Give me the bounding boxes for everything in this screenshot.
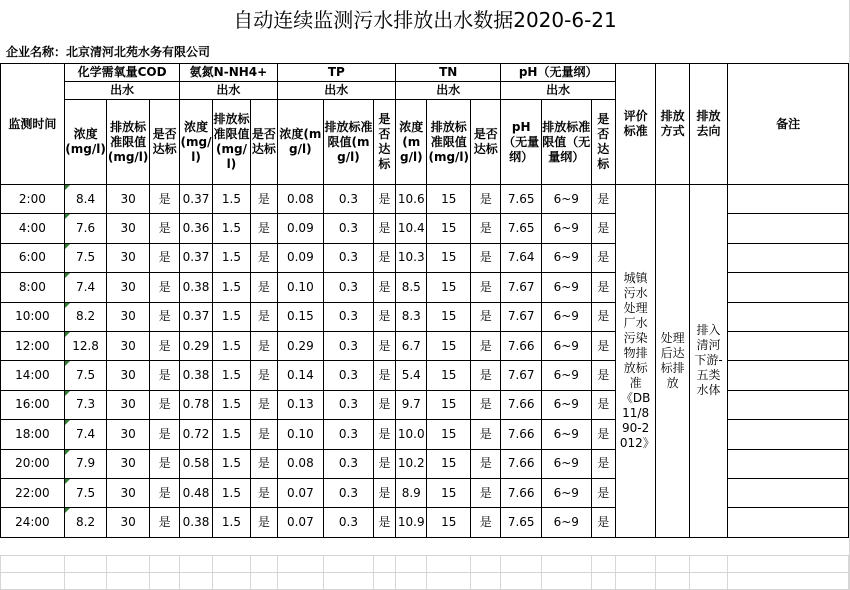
cell-ph-ok[interactable]: 是 xyxy=(591,390,615,419)
empty-cell[interactable] xyxy=(728,556,849,573)
cell-time[interactable]: 2:00 xyxy=(1,185,65,214)
cell-nh-ok[interactable]: 是 xyxy=(251,390,277,419)
empty-cell[interactable] xyxy=(615,573,656,590)
header-tp-conc[interactable]: 浓度(mg/l) xyxy=(277,100,324,185)
header-tn-conc[interactable]: 浓度(mg/l) xyxy=(396,100,427,185)
empty-cell[interactable] xyxy=(251,556,277,573)
cell-tn-ok[interactable]: 是 xyxy=(471,273,501,302)
cell-time[interactable]: 6:00 xyxy=(1,243,65,272)
cell-tp[interactable]: 0.08 xyxy=(277,185,324,214)
cell-nh-ok[interactable]: 是 xyxy=(251,185,277,214)
header-evaluation[interactable]: 评价标准 xyxy=(615,64,656,185)
cell-tp-ok[interactable]: 是 xyxy=(373,390,395,419)
cell-nh-ok[interactable]: 是 xyxy=(251,243,277,272)
cell-tn-lim[interactable]: 15 xyxy=(427,478,471,507)
empty-cell[interactable] xyxy=(64,573,107,590)
cell-tp-ok[interactable]: 是 xyxy=(373,508,395,537)
header-tp[interactable]: TP xyxy=(277,64,396,82)
cell-tn-ok[interactable]: 是 xyxy=(471,185,501,214)
cell-tp[interactable]: 0.09 xyxy=(277,214,324,243)
cell-cod-ok[interactable]: 是 xyxy=(149,331,179,360)
cell-tp-lim[interactable]: 0.3 xyxy=(324,214,374,243)
empty-cell[interactable] xyxy=(471,556,501,573)
cell-ph-lim[interactable]: 6~9 xyxy=(541,243,591,272)
cell-cod-lim[interactable]: 30 xyxy=(107,420,150,449)
empty-cell[interactable] xyxy=(277,556,324,573)
cell-cod-ok[interactable]: 是 xyxy=(149,449,179,478)
cell-remarks[interactable] xyxy=(728,243,849,272)
cell-nh[interactable]: 0.78 xyxy=(180,390,212,419)
cell-tp[interactable]: 0.08 xyxy=(277,449,324,478)
empty-cell[interactable] xyxy=(501,573,542,590)
cell-tp-lim[interactable]: 0.3 xyxy=(324,478,374,507)
header-cod[interactable]: 化学需氧量COD xyxy=(64,64,180,82)
table-row xyxy=(1,185,849,214)
discharge-destination[interactable]: 排入清河下游-五类水体 xyxy=(689,185,727,538)
cell-nh-lim[interactable]: 1.5 xyxy=(212,478,250,507)
cell-remarks[interactable] xyxy=(728,508,849,537)
cell-ph-lim[interactable]: 6~9 xyxy=(541,449,591,478)
cell-tn[interactable]: 8.3 xyxy=(396,302,427,331)
empty-row xyxy=(1,573,849,590)
cell-tn[interactable]: 10.6 xyxy=(396,185,427,214)
cell-tp-lim[interactable]: 0.3 xyxy=(324,243,374,272)
cell-cod[interactable]: 8.2 xyxy=(64,302,107,331)
cell-ph-ok[interactable]: 是 xyxy=(591,420,615,449)
cell-ph-ok[interactable]: 是 xyxy=(591,214,615,243)
cell-tp[interactable]: 0.07 xyxy=(277,478,324,507)
cell-tn[interactable]: 10.0 xyxy=(396,420,427,449)
cell-time[interactable]: 12:00 xyxy=(1,331,65,360)
cell-cod-ok[interactable]: 是 xyxy=(149,302,179,331)
cell-cod-lim[interactable]: 30 xyxy=(107,331,150,360)
empty-cell[interactable] xyxy=(107,573,150,590)
cell-cod-lim[interactable]: 30 xyxy=(107,302,150,331)
cell-cod[interactable]: 7.3 xyxy=(64,390,107,419)
cell-time[interactable]: 8:00 xyxy=(1,273,65,302)
cell-time[interactable]: 18:00 xyxy=(1,420,65,449)
cell-time[interactable]: 4:00 xyxy=(1,214,65,243)
cell-ph-ok[interactable]: 是 xyxy=(591,243,615,272)
cell-cod[interactable]: 7.5 xyxy=(64,361,107,390)
cell-nh-lim[interactable]: 1.5 xyxy=(212,508,250,537)
empty-row xyxy=(1,556,849,573)
cell-tn[interactable]: 8.5 xyxy=(396,273,427,302)
cell-nh[interactable]: 0.72 xyxy=(180,420,212,449)
cell-ph-lim[interactable]: 6~9 xyxy=(541,185,591,214)
cell-tn-lim[interactable]: 15 xyxy=(427,273,471,302)
cell-nh[interactable]: 0.29 xyxy=(180,331,212,360)
empty-cell[interactable] xyxy=(212,556,250,573)
empty-cell[interactable] xyxy=(180,573,212,590)
cell-nh-ok[interactable]: 是 xyxy=(251,478,277,507)
empty-cell[interactable] xyxy=(656,573,689,590)
cell-ph[interactable]: 7.66 xyxy=(501,331,542,360)
cell-ph-lim[interactable]: 6~9 xyxy=(541,508,591,537)
company-name[interactable]: 企业名称：北京清河北苑水务有限公司 xyxy=(6,45,211,59)
cell-tn-ok[interactable]: 是 xyxy=(471,420,501,449)
cell-nh-ok[interactable]: 是 xyxy=(251,361,277,390)
cell-tp-ok[interactable]: 是 xyxy=(373,361,395,390)
header-time[interactable]: 监测时间 xyxy=(1,64,65,185)
cell-nh[interactable]: 0.48 xyxy=(180,478,212,507)
header-outflow-ph[interactable]: 出水 xyxy=(501,82,615,100)
cell-tp-ok[interactable]: 是 xyxy=(373,302,395,331)
cell-tn[interactable]: 5.4 xyxy=(396,361,427,390)
cell-cod-lim[interactable]: 30 xyxy=(107,273,150,302)
header-outflow-tn[interactable]: 出水 xyxy=(396,82,501,100)
cell-time[interactable]: 10:00 xyxy=(1,302,65,331)
cell-ph-lim[interactable]: 6~9 xyxy=(541,214,591,243)
empty-cell[interactable] xyxy=(324,556,374,573)
empty-cell[interactable] xyxy=(373,556,395,573)
cell-ph[interactable]: 7.67 xyxy=(501,273,542,302)
header-cod-conc[interactable]: 浓度(mg/l) xyxy=(64,100,107,185)
cell-tn-ok[interactable]: 是 xyxy=(471,361,501,390)
cell-tn[interactable]: 9.7 xyxy=(396,390,427,419)
cell-tp-lim[interactable]: 0.3 xyxy=(324,390,374,419)
cell-tn-lim[interactable]: 15 xyxy=(427,361,471,390)
header-tn-limit[interactable]: 排放标准限值(mg/l) xyxy=(427,100,471,185)
cell-tp-ok[interactable]: 是 xyxy=(373,185,395,214)
cell-tn-lim[interactable]: 15 xyxy=(427,449,471,478)
empty-cell[interactable] xyxy=(396,573,427,590)
cell-nh[interactable]: 0.37 xyxy=(180,243,212,272)
header-outflow-nh4[interactable]: 出水 xyxy=(180,82,277,100)
cell-tp-lim[interactable]: 0.3 xyxy=(324,273,374,302)
cell-cod-lim[interactable]: 30 xyxy=(107,243,150,272)
cell-remarks[interactable] xyxy=(728,214,849,243)
cell-tp-ok[interactable]: 是 xyxy=(373,449,395,478)
cell-ph[interactable]: 7.67 xyxy=(501,361,542,390)
cell-cod[interactable]: 8.2 xyxy=(64,508,107,537)
cell-cod-lim[interactable]: 30 xyxy=(107,185,150,214)
cell-tn-lim[interactable]: 15 xyxy=(427,214,471,243)
empty-cell[interactable] xyxy=(427,556,471,573)
cell-ph[interactable]: 7.66 xyxy=(501,390,542,419)
empty-cell[interactable] xyxy=(149,556,179,573)
cell-tp-ok[interactable]: 是 xyxy=(373,420,395,449)
header-ph[interactable]: pH（无量纲） xyxy=(501,64,615,82)
empty-cell[interactable] xyxy=(615,556,656,573)
evaluation-standard[interactable]: 城镇污水处理厂水污染物排放标准《DB11/890-2012》 xyxy=(615,185,656,538)
cell-tn-ok[interactable]: 是 xyxy=(471,449,501,478)
cell-tn-ok[interactable]: 是 xyxy=(471,214,501,243)
cell-tp[interactable]: 0.15 xyxy=(277,302,324,331)
cell-tn-ok[interactable]: 是 xyxy=(471,302,501,331)
cell-cod-lim[interactable]: 30 xyxy=(107,508,150,537)
cell-time[interactable]: 14:00 xyxy=(1,361,65,390)
cell-tp[interactable]: 0.14 xyxy=(277,361,324,390)
cell-remarks[interactable] xyxy=(728,185,849,214)
header-cod-ok[interactable]: 是否达标 xyxy=(149,100,179,185)
empty-rows xyxy=(0,555,849,590)
cell-tp-lim[interactable]: 0.3 xyxy=(324,449,374,478)
cell-ph-lim[interactable]: 6~9 xyxy=(541,478,591,507)
cell-tp[interactable]: 0.10 xyxy=(277,420,324,449)
cell-nh[interactable]: 0.58 xyxy=(180,449,212,478)
cell-ph-lim[interactable]: 6~9 xyxy=(541,361,591,390)
header-ph-value[interactable]: pH（无量纲） xyxy=(501,100,542,185)
cell-nh[interactable]: 0.37 xyxy=(180,302,212,331)
empty-cell[interactable] xyxy=(251,573,277,590)
cell-tn-lim[interactable]: 15 xyxy=(427,390,471,419)
cell-tn-lim[interactable]: 15 xyxy=(427,185,471,214)
cell-tn-ok[interactable]: 是 xyxy=(471,508,501,537)
cell-tp[interactable]: 0.29 xyxy=(277,331,324,360)
cell-cod[interactable]: 7.5 xyxy=(64,243,107,272)
cell-nh-lim[interactable]: 1.5 xyxy=(212,331,250,360)
cell-tn-ok[interactable]: 是 xyxy=(471,331,501,360)
cell-remarks[interactable] xyxy=(728,390,849,419)
cell-nh-ok[interactable]: 是 xyxy=(251,420,277,449)
cell-tp-ok[interactable]: 是 xyxy=(373,331,395,360)
header-tp-ok[interactable]: 是否达标 xyxy=(373,100,395,185)
cell-tn[interactable]: 6.7 xyxy=(396,331,427,360)
cell-tp-ok[interactable]: 是 xyxy=(373,214,395,243)
cell-tn[interactable]: 10.9 xyxy=(396,508,427,537)
header-nh4-limit[interactable]: 排放标准限值(mg/l) xyxy=(212,100,250,185)
cell-ph-ok[interactable]: 是 xyxy=(591,331,615,360)
cell-tp[interactable]: 0.09 xyxy=(277,243,324,272)
cell-cod-lim[interactable]: 30 xyxy=(107,390,150,419)
header-tn[interactable]: TN xyxy=(396,64,501,82)
cell-ph[interactable]: 7.66 xyxy=(501,478,542,507)
cell-cod[interactable]: 8.4 xyxy=(64,185,107,214)
cell-tn-lim[interactable]: 15 xyxy=(427,302,471,331)
cell-tn-lim[interactable]: 15 xyxy=(427,243,471,272)
cell-ph[interactable]: 7.65 xyxy=(501,185,542,214)
empty-cell[interactable] xyxy=(396,556,427,573)
empty-cell[interactable] xyxy=(107,556,150,573)
cell-remarks[interactable] xyxy=(728,361,849,390)
cell-cod[interactable]: 7.5 xyxy=(64,478,107,507)
header-nh4-conc[interactable]: 浓度(mg/l) xyxy=(180,100,212,185)
cell-ph[interactable]: 7.66 xyxy=(501,420,542,449)
cell-cod[interactable]: 7.6 xyxy=(64,214,107,243)
cell-nh[interactable]: 0.38 xyxy=(180,508,212,537)
empty-cell[interactable] xyxy=(541,573,591,590)
empty-cell[interactable] xyxy=(277,573,324,590)
cell-ph-ok[interactable]: 是 xyxy=(591,273,615,302)
cell-ph-ok[interactable]: 是 xyxy=(591,361,615,390)
cell-tp-ok[interactable]: 是 xyxy=(373,478,395,507)
empty-cell[interactable] xyxy=(471,573,501,590)
cell-nh-ok[interactable]: 是 xyxy=(251,214,277,243)
cell-remarks[interactable] xyxy=(728,273,849,302)
cell-nh-lim[interactable]: 1.5 xyxy=(212,302,250,331)
cell-tn-lim[interactable]: 15 xyxy=(427,508,471,537)
cell-nh-lim[interactable]: 1.5 xyxy=(212,243,250,272)
cell-remarks[interactable] xyxy=(728,331,849,360)
header-ph-ok[interactable]: 是否达标 xyxy=(591,100,615,185)
cell-cod[interactable]: 12.8 xyxy=(64,331,107,360)
cell-tp-lim[interactable]: 0.3 xyxy=(324,420,374,449)
cell-tp-lim[interactable]: 0.3 xyxy=(324,331,374,360)
cell-tn-lim[interactable]: 15 xyxy=(427,331,471,360)
cell-nh-ok[interactable]: 是 xyxy=(251,449,277,478)
cell-nh-lim[interactable]: 1.5 xyxy=(212,185,250,214)
cell-nh[interactable]: 0.38 xyxy=(180,361,212,390)
cell-ph[interactable]: 7.67 xyxy=(501,302,542,331)
empty-cell[interactable] xyxy=(501,556,542,573)
cell-tn-lim[interactable]: 15 xyxy=(427,420,471,449)
header-nh4[interactable]: 氨氮N-NH4+ xyxy=(180,64,277,82)
cell-ph[interactable]: 7.65 xyxy=(501,214,542,243)
cell-tn[interactable]: 10.4 xyxy=(396,214,427,243)
header-nh4-ok[interactable]: 是否达标 xyxy=(251,100,277,185)
cell-tp[interactable]: 0.07 xyxy=(277,508,324,537)
cell-nh-lim[interactable]: 1.5 xyxy=(212,273,250,302)
cell-ph-lim[interactable]: 6~9 xyxy=(541,302,591,331)
cell-cod-ok[interactable]: 是 xyxy=(149,478,179,507)
cell-ph-lim[interactable]: 6~9 xyxy=(541,420,591,449)
header-outflow-cod[interactable]: 出水 xyxy=(64,82,180,100)
empty-cell[interactable] xyxy=(180,556,212,573)
cell-cod[interactable]: 7.4 xyxy=(64,420,107,449)
cell-tn[interactable]: 8.9 xyxy=(396,478,427,507)
cell-cod-lim[interactable]: 30 xyxy=(107,478,150,507)
cell-ph-ok[interactable]: 是 xyxy=(591,185,615,214)
cell-tn-ok[interactable]: 是 xyxy=(471,390,501,419)
header-destination[interactable]: 排放去向 xyxy=(689,64,727,185)
cell-nh-lim[interactable]: 1.5 xyxy=(212,420,250,449)
header-ph-limit[interactable]: 排放标准限值（无量纲） xyxy=(541,100,591,185)
cell-cod-ok[interactable]: 是 xyxy=(149,243,179,272)
cell-time[interactable]: 20:00 xyxy=(1,449,65,478)
cell-cod-lim[interactable]: 30 xyxy=(107,449,150,478)
cell-nh-lim[interactable]: 1.5 xyxy=(212,361,250,390)
cell-nh[interactable]: 0.36 xyxy=(180,214,212,243)
cell-cod-ok[interactable]: 是 xyxy=(149,273,179,302)
cell-ph[interactable]: 7.64 xyxy=(501,243,542,272)
empty-cell[interactable] xyxy=(212,573,250,590)
header-tn-ok[interactable]: 是否达标 xyxy=(471,100,501,185)
cell-time[interactable]: 24:00 xyxy=(1,508,65,537)
empty-cell[interactable] xyxy=(591,556,615,573)
header-method[interactable]: 排放方式 xyxy=(656,64,689,185)
empty-cell[interactable] xyxy=(689,573,727,590)
cell-cod-ok[interactable]: 是 xyxy=(149,390,179,419)
monitoring-table xyxy=(0,63,849,538)
cell-cod-ok[interactable]: 是 xyxy=(149,361,179,390)
cell-cod[interactable]: 7.9 xyxy=(64,449,107,478)
cell-tn[interactable]: 10.3 xyxy=(396,243,427,272)
cell-ph[interactable]: 7.66 xyxy=(501,449,542,478)
cell-ph-ok[interactable]: 是 xyxy=(591,508,615,537)
cell-nh-ok[interactable]: 是 xyxy=(251,273,277,302)
cell-nh-lim[interactable]: 1.5 xyxy=(212,214,250,243)
empty-cell[interactable] xyxy=(373,573,395,590)
cell-cod-lim[interactable]: 30 xyxy=(107,214,150,243)
cell-cod[interactable]: 7.4 xyxy=(64,273,107,302)
cell-tp-ok[interactable]: 是 xyxy=(373,273,395,302)
cell-ph-ok[interactable]: 是 xyxy=(591,478,615,507)
cell-ph-ok[interactable]: 是 xyxy=(591,302,615,331)
cell-tp-lim[interactable]: 0.3 xyxy=(324,185,374,214)
cell-ph-lim[interactable]: 6~9 xyxy=(541,331,591,360)
cell-tp-lim[interactable]: 0.3 xyxy=(324,361,374,390)
cell-time[interactable]: 16:00 xyxy=(1,390,65,419)
cell-cod-lim[interactable]: 30 xyxy=(107,361,150,390)
cell-time[interactable]: 22:00 xyxy=(1,478,65,507)
cell-nh[interactable]: 0.38 xyxy=(180,273,212,302)
cell-nh-lim[interactable]: 1.5 xyxy=(212,390,250,419)
cell-cod-ok[interactable]: 是 xyxy=(149,508,179,537)
header-remarks[interactable]: 备注 xyxy=(728,64,849,185)
cell-ph-lim[interactable]: 6~9 xyxy=(541,273,591,302)
cell-tp-lim[interactable]: 0.3 xyxy=(324,302,374,331)
cell-nh[interactable]: 0.37 xyxy=(180,185,212,214)
cell-ph-lim[interactable]: 6~9 xyxy=(541,390,591,419)
cell-tp[interactable]: 0.13 xyxy=(277,390,324,419)
cell-cod-ok[interactable]: 是 xyxy=(149,420,179,449)
header-outflow-tp[interactable]: 出水 xyxy=(277,82,396,100)
empty-cell[interactable] xyxy=(149,573,179,590)
cell-cod-ok[interactable]: 是 xyxy=(149,185,179,214)
cell-remarks[interactable] xyxy=(728,449,849,478)
header-tp-limit[interactable]: 排放标准限值(mg/l) xyxy=(324,100,374,185)
empty-cell[interactable] xyxy=(541,556,591,573)
cell-cod-ok[interactable]: 是 xyxy=(149,214,179,243)
cell-remarks[interactable] xyxy=(728,478,849,507)
cell-tn[interactable]: 10.2 xyxy=(396,449,427,478)
empty-cell[interactable] xyxy=(689,556,727,573)
cell-tn-ok[interactable]: 是 xyxy=(471,243,501,272)
cell-nh-lim[interactable]: 1.5 xyxy=(212,449,250,478)
cell-tp-lim[interactable]: 0.3 xyxy=(324,508,374,537)
empty-cell[interactable] xyxy=(1,573,65,590)
empty-cell[interactable] xyxy=(64,556,107,573)
empty-cell[interactable] xyxy=(427,573,471,590)
cell-nh-ok[interactable]: 是 xyxy=(251,508,277,537)
discharge-method[interactable]: 处理后达标排放 xyxy=(656,185,689,538)
cell-nh-ok[interactable]: 是 xyxy=(251,302,277,331)
header-cod-limit[interactable]: 排放标准限值(mg/l) xyxy=(107,100,150,185)
cell-ph[interactable]: 7.65 xyxy=(501,508,542,537)
empty-cell[interactable] xyxy=(1,556,65,573)
sheet-title[interactable]: 自动连续监测污水排放出水数据2020-6-21 xyxy=(233,8,617,32)
cell-nh-ok[interactable]: 是 xyxy=(251,331,277,360)
empty-cell[interactable] xyxy=(591,573,615,590)
cell-remarks[interactable] xyxy=(728,420,849,449)
cell-ph-ok[interactable]: 是 xyxy=(591,449,615,478)
cell-tn-ok[interactable]: 是 xyxy=(471,478,501,507)
cell-tp-ok[interactable]: 是 xyxy=(373,243,395,272)
cell-tp[interactable]: 0.10 xyxy=(277,273,324,302)
empty-cell[interactable] xyxy=(728,573,849,590)
cell-remarks[interactable] xyxy=(728,302,849,331)
empty-cell[interactable] xyxy=(324,573,374,590)
empty-cell[interactable] xyxy=(656,556,689,573)
